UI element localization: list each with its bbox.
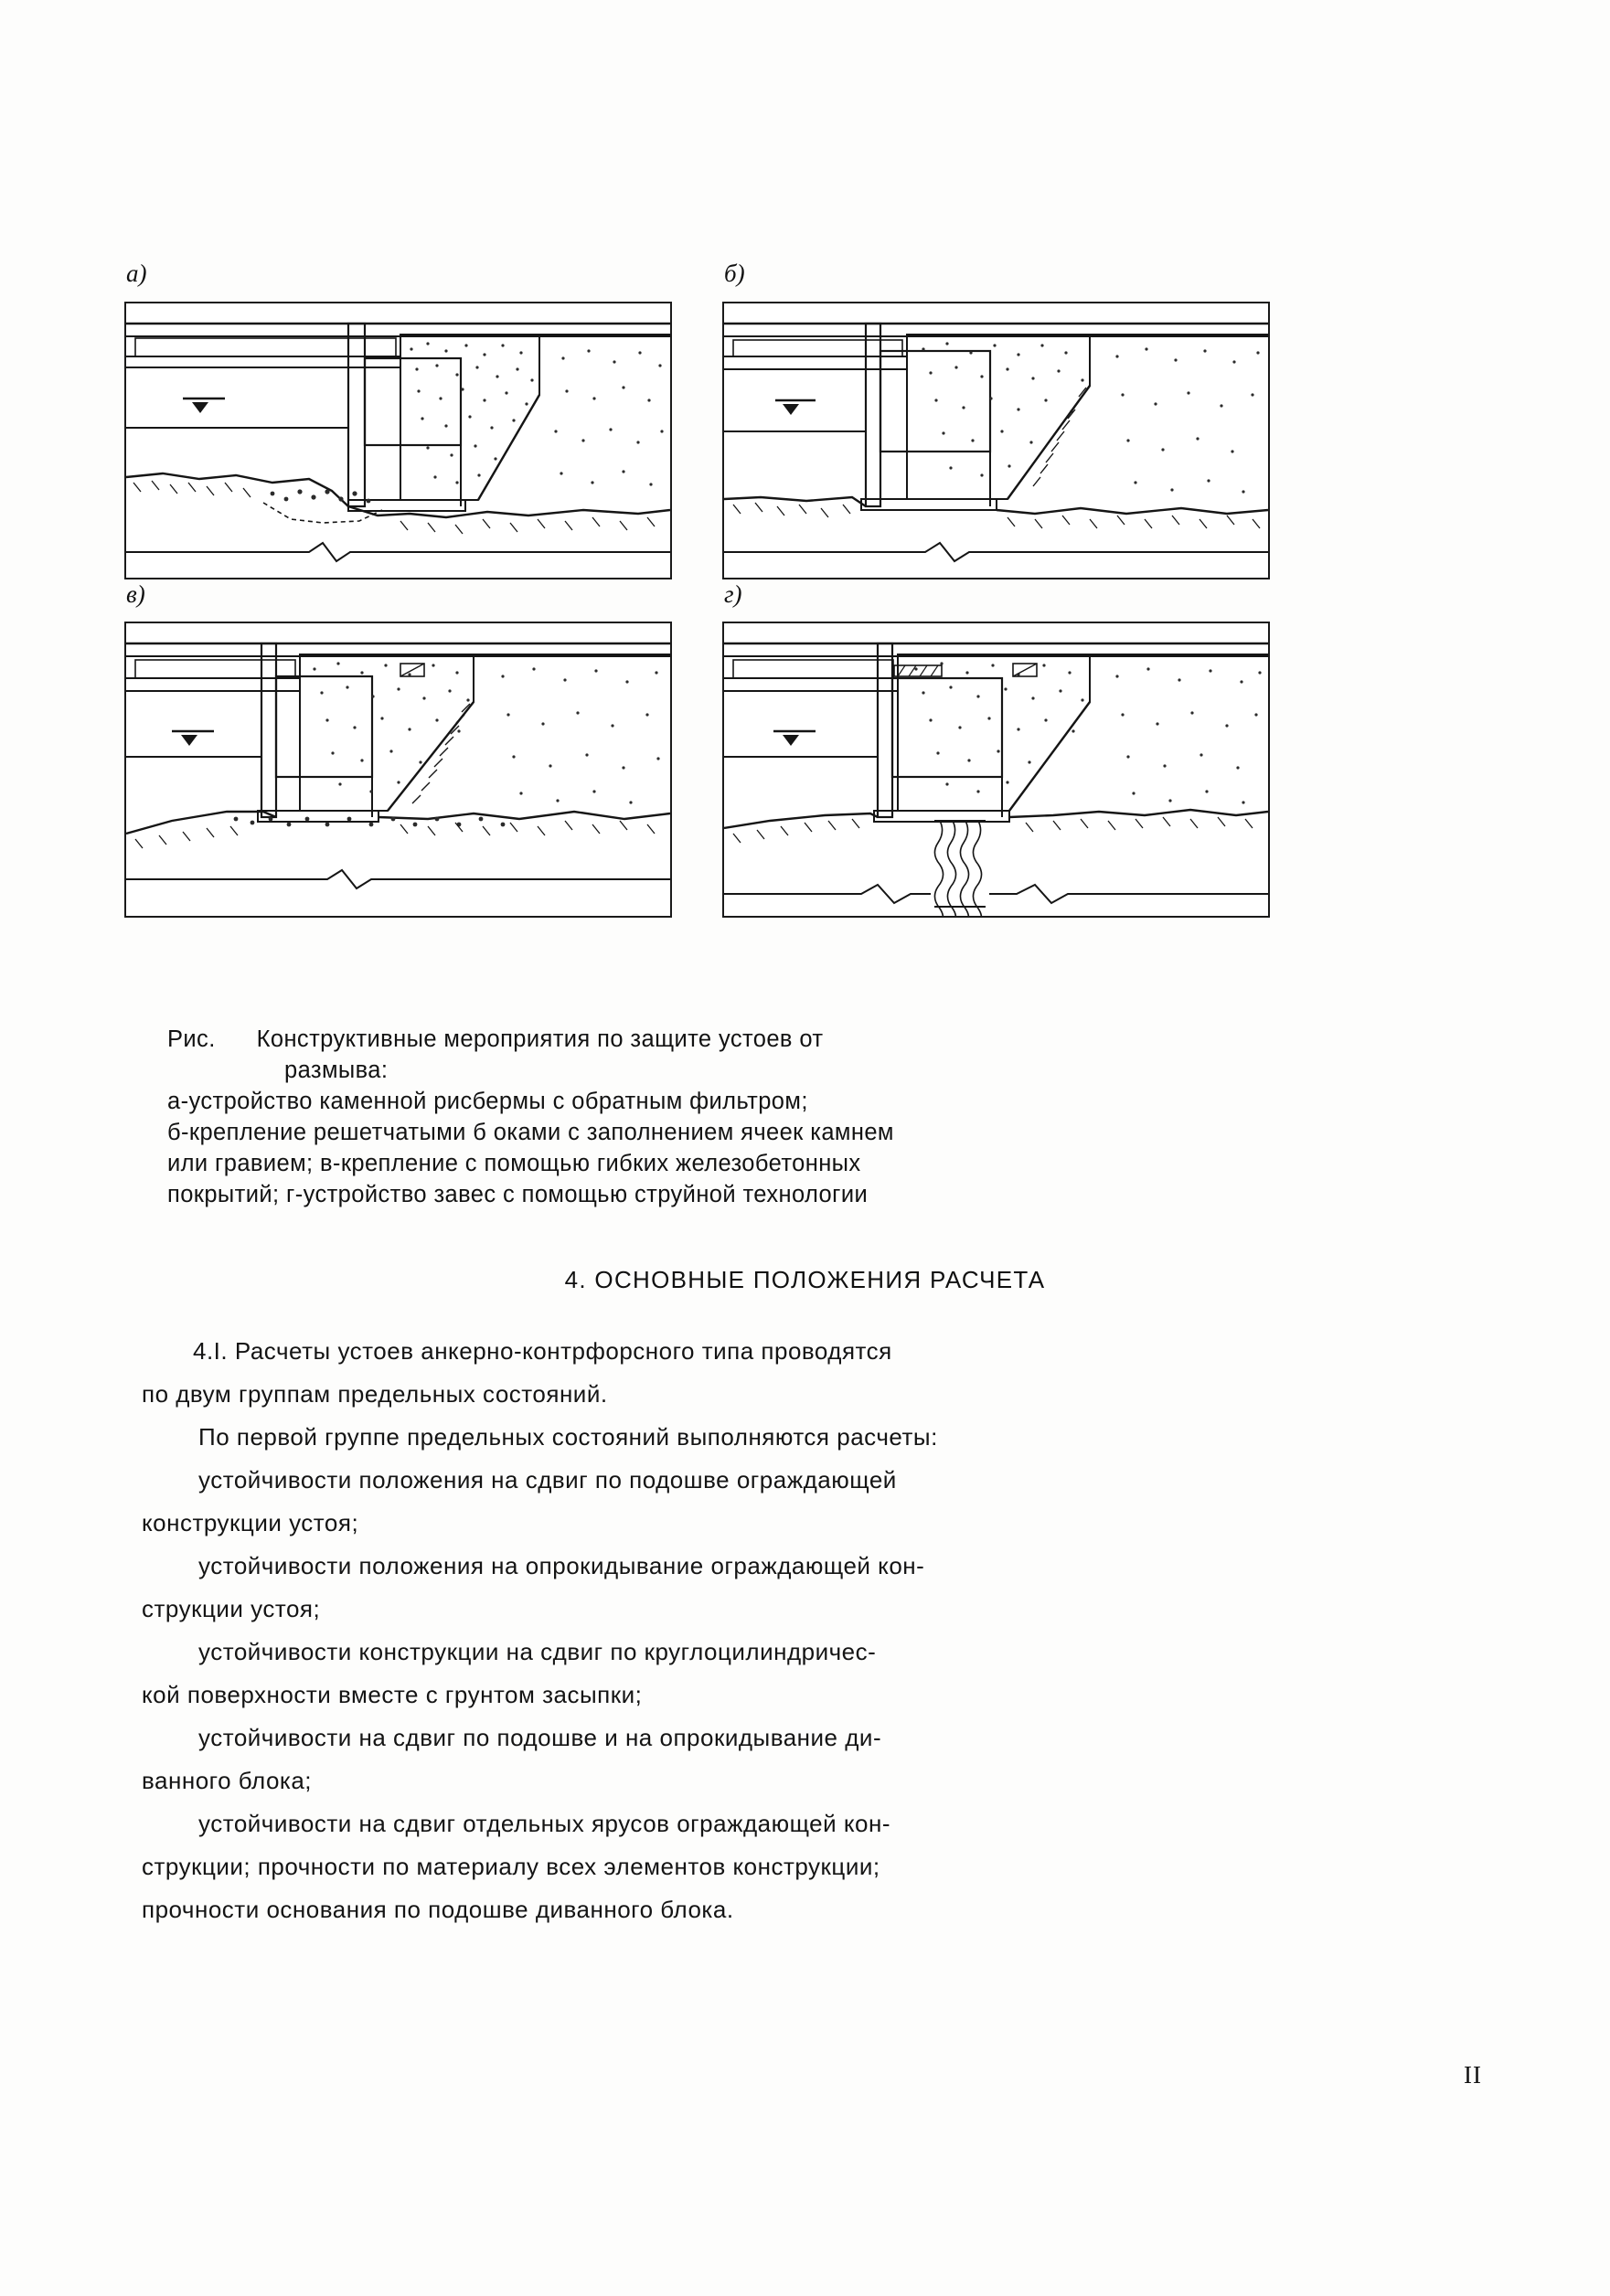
panel-b-drawing bbox=[724, 303, 1268, 578]
paragraph-line-7: устойчивости конструкции на сдвиг по круглоцилиндричес- bbox=[198, 1638, 877, 1665]
panel-label-v: в) bbox=[126, 580, 145, 608]
body-text bbox=[142, 1330, 1467, 1931]
caption-item-3: покрытий; г-устройство завес с помощью струйной технологии bbox=[167, 1182, 869, 1207]
paragraph-line-6: струкции устоя; bbox=[142, 1595, 321, 1622]
paragraph-line-13: прочности основания по подошве диванного блока. bbox=[142, 1896, 734, 1923]
caption-item-1: б-крепление решетчатыми б оками с заполнением ячеек камнем bbox=[167, 1120, 894, 1145]
section-title: 4. ОСНОВНЫЕ ПОЛОЖЕНИЯ РАСЧЕТА bbox=[564, 1266, 1046, 1293]
paragraph-line-9: устойчивости на сдвиг по подошве и на опрокидывание ди- bbox=[198, 1724, 882, 1751]
water-level-symbol-b bbox=[775, 400, 816, 415]
paragraph-line-2: По первой группе предельных состояний выполняются расчеты: bbox=[198, 1423, 938, 1451]
figure-panel-g bbox=[722, 622, 1270, 918]
paragraph-line-8: кой поверхности вместе с грунтом засыпки; bbox=[142, 1681, 643, 1708]
page-number: II bbox=[1464, 2061, 1482, 2089]
caption-prefix: Рис. bbox=[167, 1026, 216, 1052]
figure-panel-a bbox=[124, 302, 672, 579]
caption-item-2: или гравием; в-крепление с помощью гибких железобетонных bbox=[167, 1151, 861, 1176]
water-level-symbol-v bbox=[172, 731, 214, 746]
water-level-symbol-a bbox=[183, 399, 225, 413]
paragraph-line-3: устойчивости положения на сдвиг по подошве ограждающей bbox=[198, 1466, 897, 1493]
panel-label-a: а) bbox=[126, 260, 147, 287]
paragraph-line-4: конструкции устоя; bbox=[142, 1509, 359, 1536]
caption-gap bbox=[216, 1026, 257, 1052]
caption-item-0: а-устройство каменной рисбермы с обратным фильтром; bbox=[167, 1089, 808, 1114]
paragraph-line-1: по двум группам предельных состояний. bbox=[142, 1380, 608, 1408]
paragraph-line-11: устойчивости на сдвиг отдельных ярусов ограждающей кон- bbox=[198, 1810, 891, 1837]
figure-panel-b bbox=[722, 302, 1270, 579]
paragraph-line-10: ванного блока; bbox=[142, 1767, 313, 1794]
caption-title-1: Конструктивные мероприятия по защите устоев от bbox=[256, 1026, 824, 1052]
caption-title-2: размыва: bbox=[284, 1058, 389, 1083]
panel-label-g: г) bbox=[724, 580, 742, 608]
caption-head-line bbox=[167, 1024, 1466, 1055]
panel-v-drawing bbox=[126, 623, 670, 916]
paragraph-line-5: устойчивости положения на опрокидывание ограждающей кон- bbox=[198, 1552, 925, 1579]
water-level-symbol-g bbox=[773, 731, 816, 746]
paragraph-line-0: 4.I. Расчеты устоев анкерно-контрфорсного типа проводятся bbox=[193, 1337, 892, 1365]
figure-panel-v bbox=[124, 622, 672, 918]
figure-block bbox=[119, 238, 1490, 1015]
paragraph-line-12: струкции; прочности по материалу всех элементов конструкции; bbox=[142, 1853, 880, 1880]
panel-label-b: б) bbox=[724, 260, 745, 287]
panel-g-drawing bbox=[724, 623, 1268, 916]
figure-caption bbox=[167, 1024, 1466, 1210]
panel-a-drawing bbox=[126, 303, 670, 578]
